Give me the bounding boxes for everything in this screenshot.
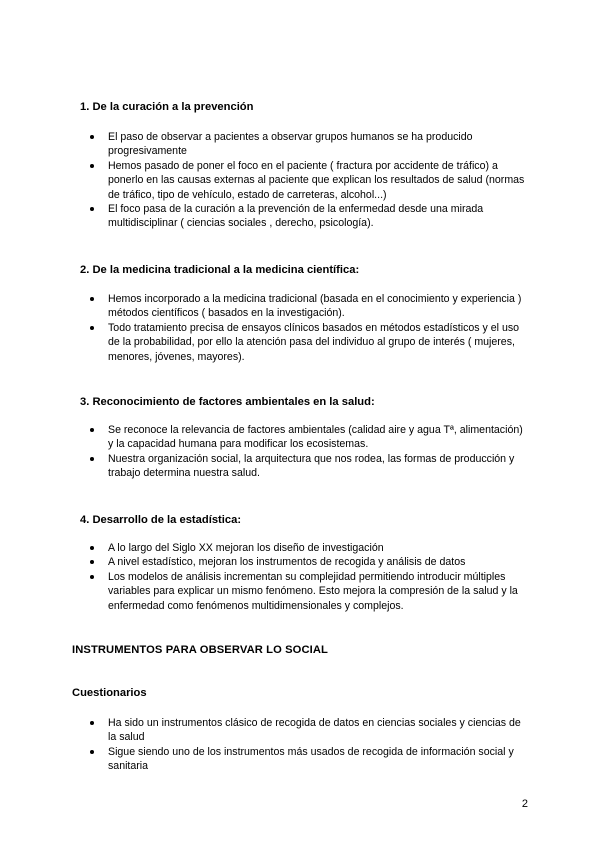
- page-number: 2: [521, 798, 528, 810]
- questionnaires-heading: Cuestionarios: [72, 687, 147, 699]
- list-item: Hemos incorporado a la medicina tradicional (basada en el conocimiento y experiencia ) métodos científicos ( basados en la investigación).: [90, 292, 530, 321]
- section-1-heading: 1. De la curación a la prevención: [80, 101, 254, 113]
- list-item: Nuestra organización social, la arquitectura que nos rodea, las formas de producción y trabajo determina nuestra salud.: [90, 452, 530, 481]
- list-item: Los modelos de análisis incrementan su complejidad permitiendo introducir múltiples variables para explicar un mismo fenómeno. Esto mejora la compresión de la salud y la enfermedad como fenómenos multidimensionales y complejos.: [90, 570, 530, 613]
- questionnaires-list: [90, 716, 530, 774]
- section-2-list: [90, 292, 530, 364]
- section-4-heading: 4. Desarrollo de la estadística:: [80, 514, 242, 526]
- list-item: A nivel estadístico, mejoran los instrumentos de recogida y análisis de datos: [90, 555, 530, 569]
- list-item: Hemos pasado de poner el foco en el paciente ( fractura por accidente de tráfico) a ponerlo en las causas externas al paciente que explican los resultados de salud (normas de tráfico, tipo de vehículo, estado de carreteras, alcohol...): [90, 159, 530, 202]
- section-3-list: [90, 423, 530, 481]
- list-item: El paso de observar a pacientes a observar grupos humanos se ha producido progresivamente: [90, 130, 530, 159]
- instruments-heading: INSTRUMENTOS PARA OBSERVAR LO SOCIAL: [72, 644, 328, 656]
- list-item: El foco pasa de la curación a la prevención de la enfermedad desde una mirada multidisciplinar ( ciencias sociales , derecho, psicología).: [90, 202, 530, 231]
- section-3-heading: 3. Reconocimiento de factores ambientales en la salud:: [80, 396, 375, 408]
- list-item: Todo tratamiento precisa de ensayos clínicos basados en métodos estadísticos y el uso de la probabilidad, por ello la atención pasa del individuo al grupo de interés ( mujeres, menores, jóvenes, mayores).: [90, 321, 530, 364]
- section-1-list: [90, 130, 530, 231]
- list-item: Ha sido un instrumentos clásico de recogida de datos en ciencias sociales y ciencias de la salud: [90, 716, 530, 745]
- section-2-heading: 2. De la medicina tradicional a la medicina científica:: [80, 264, 360, 276]
- list-item: Se reconoce la relevancia de factores ambientales (calidad aire y agua Tª, alimentación) y la capacidad humana para modificar los ecosistemas.: [90, 423, 530, 452]
- list-item: Sigue siendo uno de los instrumentos más usados de recogida de información social y sanitaria: [90, 745, 530, 774]
- list-item: A lo largo del Siglo XX mejoran los diseño de investigación: [90, 541, 530, 555]
- section-4-list: [90, 541, 530, 613]
